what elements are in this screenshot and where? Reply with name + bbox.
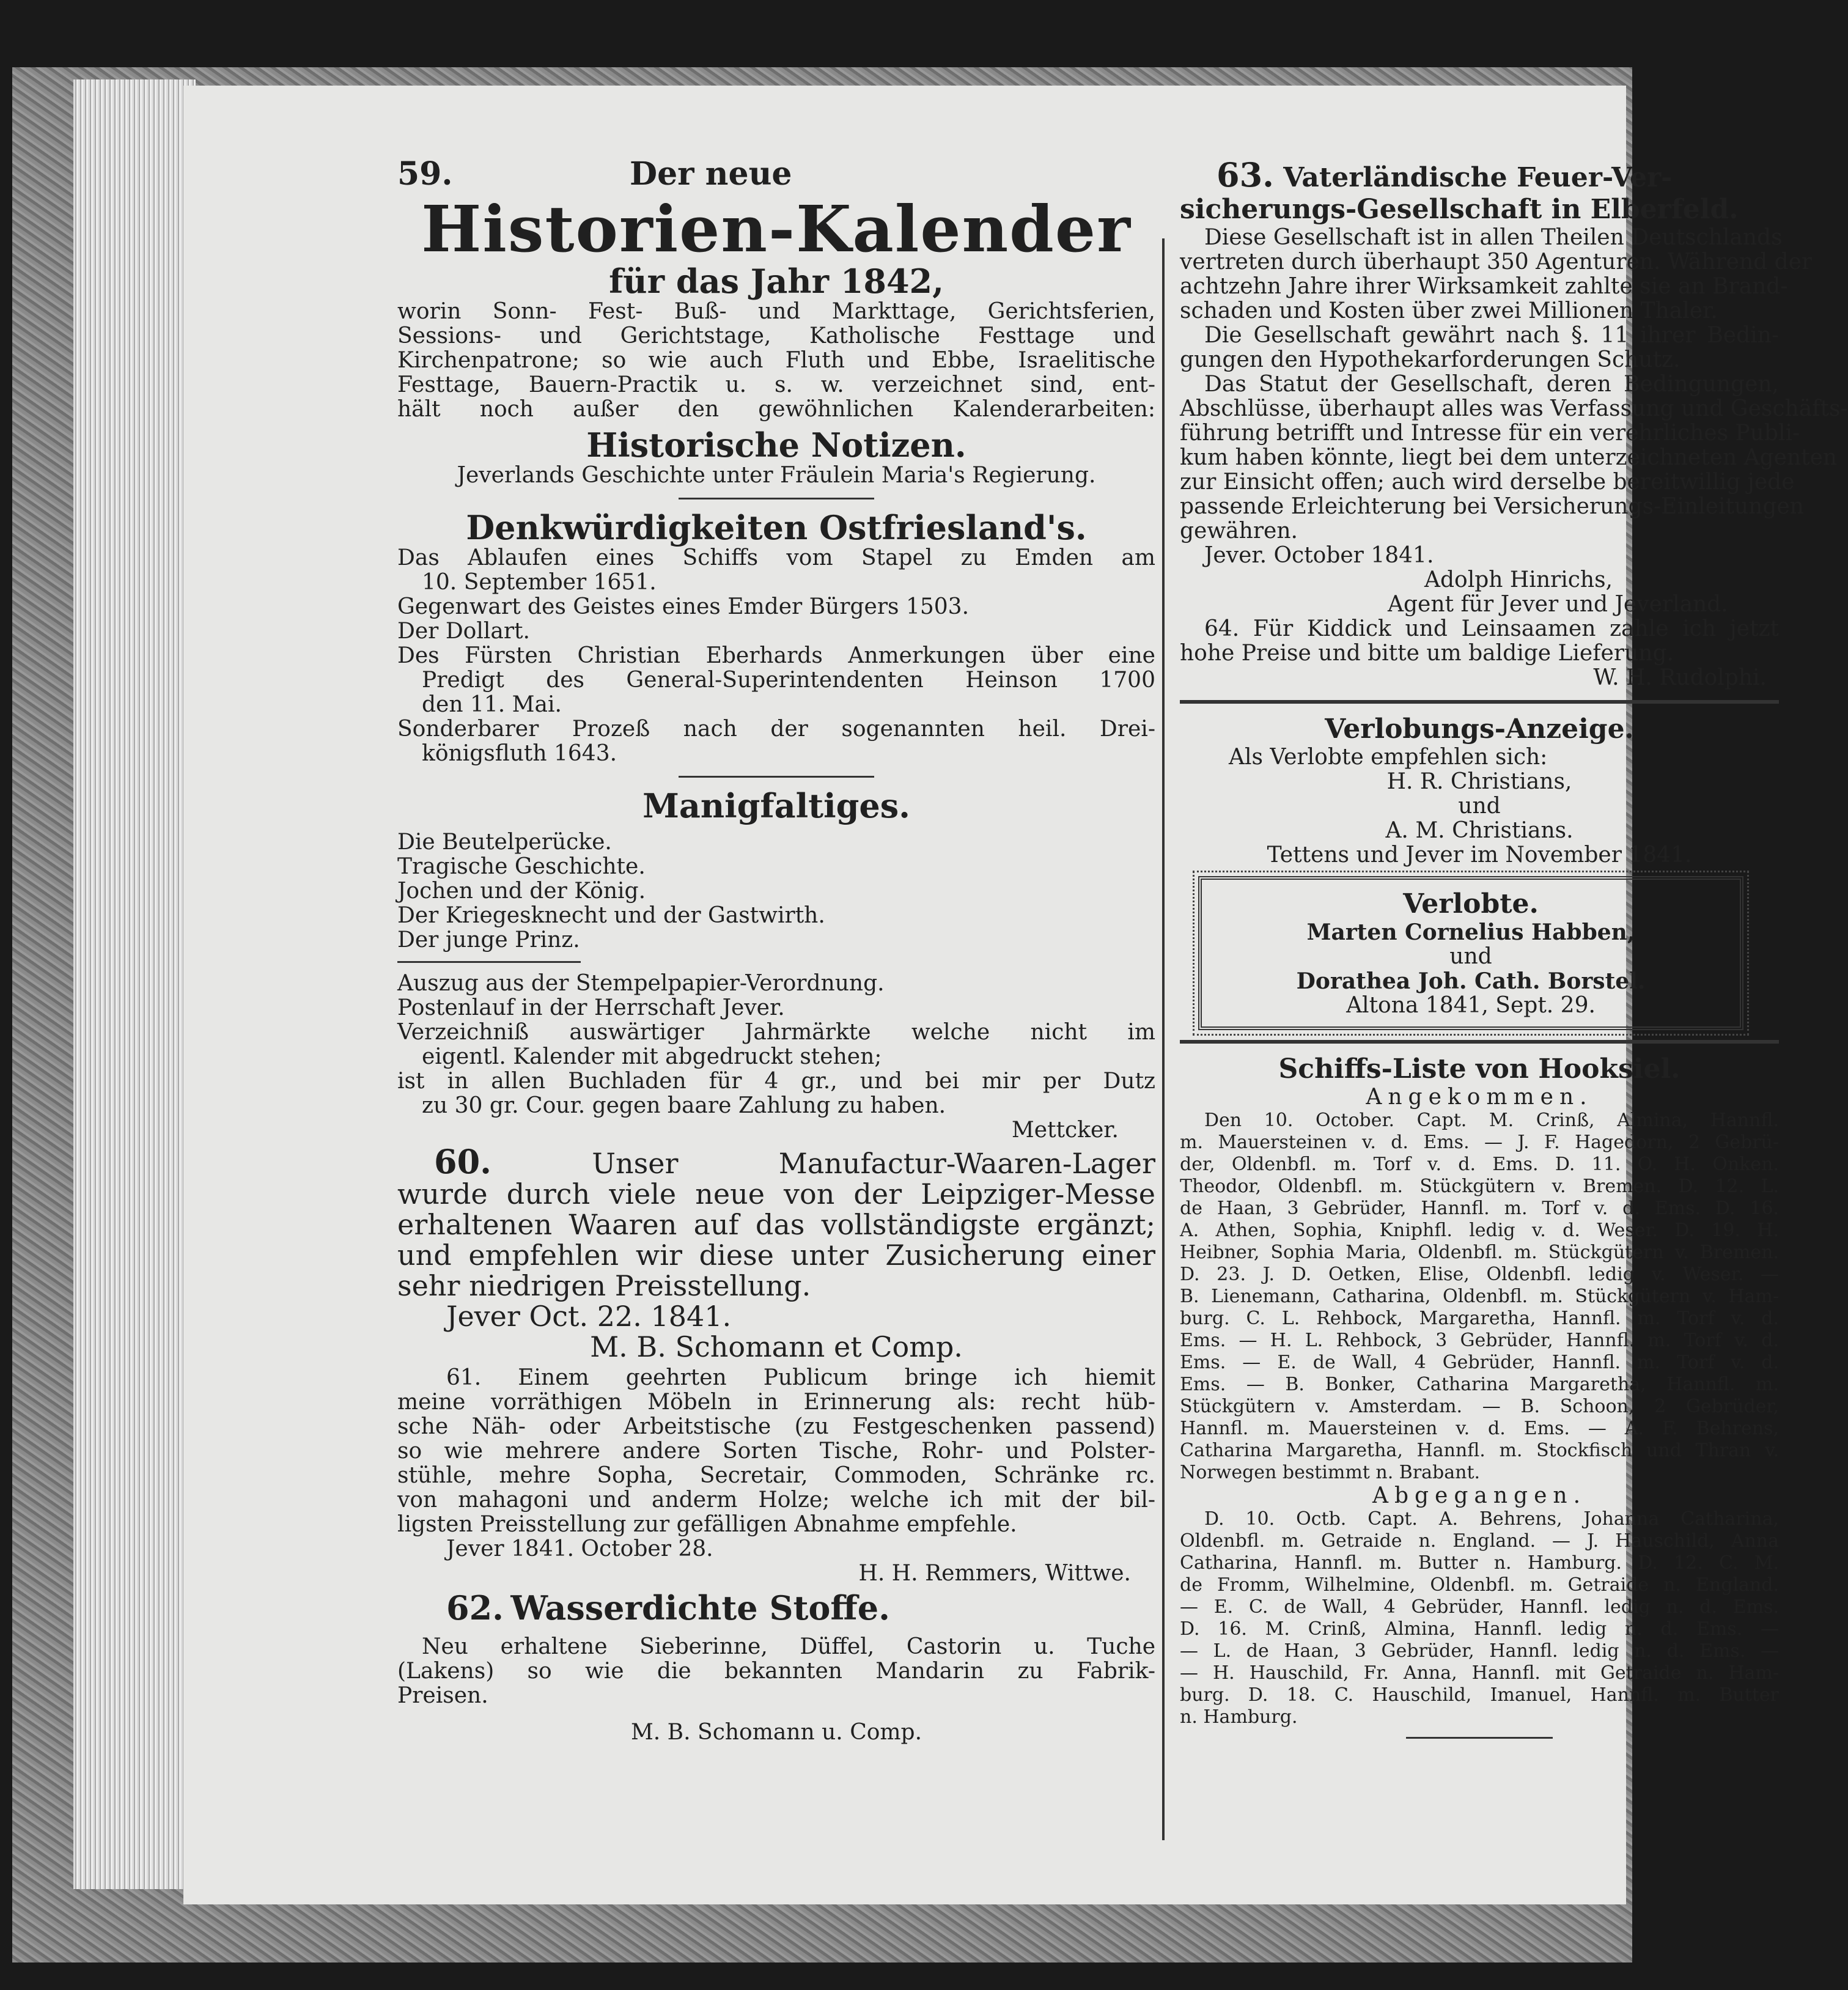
right-column [1180,155,1848,1747]
text-line: Ems. — B. Bonker, Catharina Margaretha, Hannfl. m. [1180,1374,1779,1395]
text-line: Catharina, Hannfl. m. Butter n. Hamburg. D. 12. C. M. [1180,1552,1779,1574]
text-line: Die Gesellschaft gewährt nach §. 11 ihrer Bedin- [1204,323,1779,348]
left-column [397,155,1155,1745]
text-line: Verzeichniß auswärtiger Jahrmärkte welche nicht im [397,1020,1155,1045]
text-line: ist in allen Buchladen für 4 gr., und bei mir per Dutz [397,1069,1155,1094]
page-edges [73,79,196,1889]
text-line: Das Ablaufen eines Schiffs vom Stapel zu Emden am [397,545,1155,570]
text-line: Heibner, Sophia Maria, Oldenbfl. m. Stückgütern v. Bremen. [1180,1242,1779,1263]
text-line: wurde durch viele neue von der Leipziger-Messe [397,1177,1155,1211]
ad60-signature: M. B. Schomann et Comp. [590,1330,963,1363]
text-line: den 11. Mai. [422,692,562,717]
text-line: Oldenbfl. m. Getraide n. England. — J. Hauschild, Anna [1180,1530,1779,1552]
text-line: passende Erleichterung bei Versicherungs-Einleitungen [1180,494,1804,519]
text-line: der, Oldenbfl. m. Torf v. d. Ems. D. 11. O. H. Onken. [1180,1154,1779,1175]
text-line: eigentl. Kalender mit abgedruckt stehen; [422,1044,882,1069]
engagement-heading: Verlobungs-Anzeige. [1325,713,1634,745]
text-line: Der Kriegesknecht und der Gastwirth. [397,903,825,928]
text-line: m. Mauersteinen v. d. Ems. — J. F. Hagedorn, 2 Gebrü- [1180,1132,1779,1153]
text-line: Festtage, Bauern-Practik u. s. w. verzeichnet sind, ent- [397,372,1155,397]
ad62-signature: M. B. Schomann u. Comp. [630,1720,922,1745]
ad62-number: 62. [446,1588,504,1627]
ship-list [1180,1053,1779,1739]
ad63-dateline: Jever. October 1841. [1204,543,1434,568]
engagement-name: H. R. Christians, [1386,769,1572,794]
divider-rule [397,961,581,963]
ad61-signature: H. H. Remmers, Wittwe. [858,1561,1131,1586]
text-line: und empfehlen wir diese unter Zusicherung einer [397,1239,1155,1272]
text-line: Der Dollart. [397,619,530,644]
text-line: zur Einsicht offen; auch wird derselbe bereitwillig jede [1180,470,1795,495]
engagement-and: und [1458,794,1501,819]
text-line: Postenlauf in der Herrschaft Jever. [397,995,785,1020]
text-line: ligsten Preisstellung zur gefälligen Abnahme empfehle. [397,1512,1017,1537]
text-line: schaden und Kosten über zwei Millionen Thaler. [1180,298,1718,323]
text-line: Unser Manufactur-Waaren-Lager [592,1147,1155,1180]
text-line: n. Hamburg. [1180,1706,1298,1728]
text-line: D. 10. Octb. Capt. A. Behrens, Johanna Catharina, [1204,1508,1779,1530]
ship-list-heading: Schiffs-Liste von Hooksiel. [1278,1053,1681,1085]
ad59-title-small: Der neue [630,155,792,193]
text-line: achtzehn Jahre ihrer Wirksamkeit zahlte sie an Brand- [1180,274,1788,299]
text-line: von mahagoni und anderm Holze; welche ich mit der bil- [397,1487,1155,1513]
text-line: Abschlüsse, überhaupt alles was Verfassung und Geschäfts- [1180,396,1848,421]
divider-rule [1180,1040,1779,1044]
text-line: Den 10. October. Capt. M. Crinß, Almina, Hannfl. [1204,1110,1779,1131]
text-line: Das Statut der Gesellschaft, deren Bedingungen, [1204,372,1779,397]
ad60-dateline: Jever Oct. 22. 1841. [446,1300,732,1333]
ad63-heading-line: sicherungs-Gesellschaft in Elberfeld. [1180,194,1739,225]
text-line: Die Beutelperücke. [397,830,612,855]
section-heading-manigfaltiges: Manigfaltiges. [642,786,910,825]
ad63-heading [1180,155,1779,194]
text-line: Auszug aus der Stempelpapier-Verordnung. [397,971,885,996]
divider-rule [679,498,874,499]
departed-heading: Abgegangen. [1372,1483,1587,1508]
text-line: Kirchenpatrone; so wie auch Fluth und Ebbe, Israelitische [397,348,1155,373]
column-divider [1162,238,1165,1840]
text-line: Stückgütern v. Amsterdam. — B. Schoon, 2 Gebrüder, [1180,1396,1779,1417]
text-line: 61. Einem geehrten Publicum bringe ich hiemit [446,1365,1155,1390]
text-line: Jeverlands Geschichte unter Fräulein Maria's Regierung. [457,463,1096,488]
text-line: A. Athen, Sophia, Kniphfl. ledig v. d. Weser. D. 19. H. [1180,1220,1779,1241]
ad62 [397,1590,1155,1745]
boxed-engagement-place-date: Altona 1841, Sept. 29. [1346,993,1596,1018]
text-line: sche Näh- oder Arbeitstische (zu Festgeschenken passend) [397,1414,1155,1439]
text-line: D. 23. J. D. Oetken, Elise, Oldenbfl. ledig v. Weser. — [1180,1264,1779,1285]
text-line: — L. de Haan, 3 Gebrüder, Hannfl. ledig n. d. Ems. — [1180,1640,1779,1662]
text-line: Sonderbarer Prozeß nach der sogenannten heil. Drei- [397,717,1155,742]
section-heading-historische-notizen: Historische Notizen. [586,426,966,465]
text-line: — E. C. de Wall, 4 Gebrüder, Hannfl. ledig n. d. Ems. [1180,1596,1779,1618]
section3-list [397,830,1155,953]
text-line: kum haben könnte, liegt bei dem unterzeichneten Agenten [1180,445,1838,470]
text-line: de Haan, 3 Gebrüder, Hannfl. m. Torf v. d. Ems. D. 16. [1180,1198,1779,1219]
text-line: Des Fürsten Christian Eberhards Anmerkungen über eine [397,643,1155,668]
ad59-header [397,155,1155,196]
ad64 [1180,617,1779,690]
text-line: B. Lienemann, Catharina, Oldenbfl. m. Stückgütern v. Ham- [1180,1286,1779,1307]
engagement-place-date: Tettens und Jever im November 1841. [1267,842,1692,868]
engagement-name: A. M. Christians. [1385,818,1574,843]
text-line: Der junge Prinz. [397,927,580,953]
divider-rule [1406,1737,1553,1739]
arrived-heading: Angekommen. [1366,1085,1593,1110]
ad59-tail [397,971,1155,1143]
text-line: burg. D. 18. C. Hauschild, Imanuel, Hannfl. m. Butter [1180,1684,1779,1706]
ad61 [397,1366,1155,1586]
boxed-engagement-name: Dorathea Joh. Cath. Borstel. [1296,968,1646,994]
text-line: — H. Hauschild, Fr. Anna, Hannfl. mit Getraide n. Ham- [1180,1662,1779,1684]
ad64-signature: W. H. Rudolphi. [1593,665,1767,690]
text-line: (Lakens) so wie die bekannten Mandarin zu Fabrik- [397,1659,1155,1684]
text-line: Tragische Geschichte. [397,854,646,879]
text-line: so wie mehrere andere Sorten Tische, Rohr- und Polster- [397,1439,1155,1464]
engagement-intro: Als Verlobte empfehlen sich: [1229,745,1548,770]
section-heading-denkwuerdigkeiten: Denkwürdigkeiten Ostfriesland's. [466,508,1087,547]
text-line: Hannfl. m. Mauersteinen v. d. Ems. — A. F. Behrens, [1180,1418,1779,1439]
text-line: erhaltenen Waaren auf das vollständigste ergänzt; [397,1208,1155,1241]
text-line: hohe Preise und bitte um baldige Lieferung. [1180,641,1674,666]
ad59-subtitle: für das Jahr 1842, [609,262,944,301]
text-line: vertreten durch überhaupt 350 Agenturen. Während der [1180,249,1813,275]
engagement-notice [1180,713,1779,868]
text-line: gewähren. [1180,518,1298,544]
text-line: sehr niedrigen Preisstellung. [397,1269,811,1302]
text-line: D. 16. M. Crinß, Almina, Hannfl. ledig n. d. Ems. — [1180,1618,1779,1640]
ad59-body [397,300,1155,422]
text-line: Ems. — E. de Wall, 4 Gebrüder, Hannfl. m. Torf v. d. [1180,1352,1779,1373]
text-line: Catharina Margaretha, Hannfl. m. Stockfisch und Thran v. [1180,1440,1779,1461]
text-line: königsfluth 1643. [422,741,617,766]
ad63-signature-name: Adolph Hinrichs, [1424,567,1613,592]
newspaper-page [183,86,1848,1904]
ad60 [397,1142,1155,1363]
boxed-engagement-and: und [1449,944,1492,969]
text-line: zu 30 gr. Cour. gegen baare Zahlung zu haben. [422,1093,946,1118]
text-line: stühle, mehre Sopha, Secretair, Commoden, Schränke rc. [397,1463,1155,1488]
boxed-engagement-name: Marten Cornelius Habben, [1306,919,1635,945]
text-line: gungen den Hypothekarforderungen Schutz. [1180,347,1681,372]
ad63-heading-line: Vaterländische Feuer-Ver- [1283,162,1673,193]
text-line: Theodor, Oldenbfl. m. Stückgütern v. Bremen. D. 12. L. [1180,1176,1779,1197]
text-line [397,1142,1155,1181]
boxed-engagement-heading: Verlobte. [1403,888,1539,919]
text-line: Neu erhaltene Sieberinne, Düffel, Castorin u. Tuche [422,1634,1155,1659]
text-line: Norwegen bestimmt n. Brabant. [1180,1462,1481,1483]
text-line: burg. C. L. Rehbock, Margaretha, Hannfl. m. Torf v. d. [1180,1308,1779,1329]
text-line: führung betrifft und Intresse für ein verehrliches Publi- [1180,421,1800,446]
ad62-heading: Wasserdichte Stoffe. [510,1588,890,1627]
text-line: de Fromm, Wilhelmine, Oldenbfl. m. Getraide n. England. [1180,1574,1779,1596]
text-line: Sessions- und Gerichtstage, Katholische Festtage und [397,323,1155,348]
ad63 [1180,155,1848,617]
text-line: 64. Für Kiddick und Leinsaamen zahle ich jetzt [1204,616,1779,641]
text-line: meine vorräthigen Möbeln in Erinnerung als: recht hüb- [397,1390,1155,1415]
text-line: Predigt des General-Superintendenten Heinson 1700 [422,668,1155,693]
text-line: Ems. — H. L. Rehbock, 3 Gebrüder, Hannfl. m. Torf v. d. [1180,1330,1779,1351]
text-line: worin Sonn- Fest- Buß- und Markttage, Gerichtsferien, [397,299,1155,324]
ad59-number: 59. [397,155,453,193]
ad59-signature: Mettcker. [1011,1118,1119,1143]
ad59-title-large: Historien-Kalender [421,191,1132,267]
ad60-number: 60. [434,1142,491,1181]
divider-rule [1180,700,1779,704]
boxed-engagement-notice [1198,876,1743,1030]
text-line: Preisen. [397,1683,488,1708]
ad63-signature-role: Agent für Jever und Jeverland. [1388,592,1728,617]
text-line: Diese Gesellschaft ist in allen Theilen Deutschlands [1204,225,1783,250]
ad62-header [397,1590,1155,1626]
text-line: 10. September 1651. [422,570,657,595]
divider-rule [679,776,874,778]
text-line: hält noch außer den gewöhnlichen Kalenderarbeiten: [397,397,1155,422]
text-line: Jochen und der König. [397,879,646,904]
text-line: Gegenwart des Geistes eines Emder Bürgers 1503. [397,594,970,619]
ad61-dateline: Jever 1841. October 28. [446,1536,713,1561]
ad63-number: 63. [1217,155,1274,194]
section2-list [397,546,1155,766]
